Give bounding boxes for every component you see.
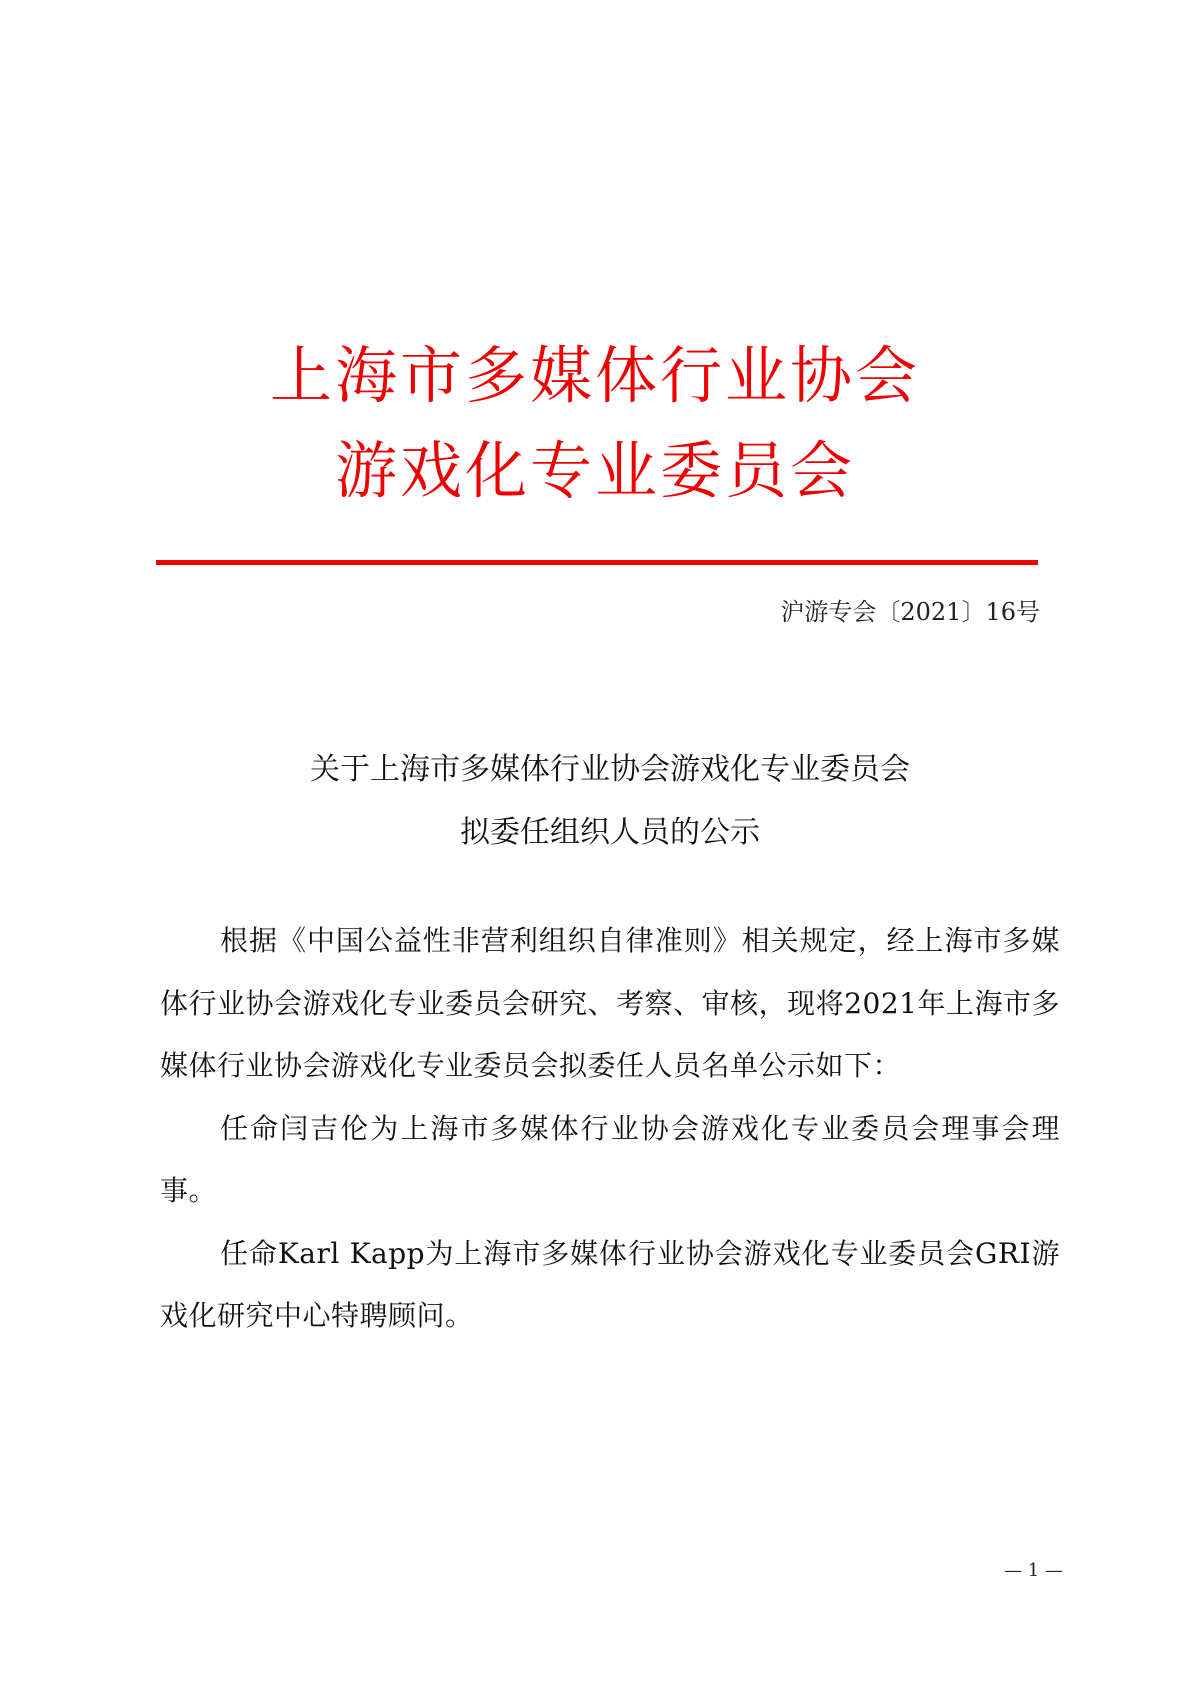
org-title-line1: 上海市多媒体行业协会	[269, 339, 920, 412]
red-divider-rule	[156, 560, 1038, 565]
body-paragraph-appointment-2: 任命Karl Kapp为上海市多媒体行业协会游戏化专业委员会GRI游戏化研究中心特聘顾问。	[160, 1236, 1060, 1332]
page-number: — 1 —	[1004, 1560, 1063, 1581]
document-number: 沪游专会〔2021〕16号	[780, 598, 1040, 626]
notice-title-line1: 关于上海市多媒体行业协会游戏化专业委员会	[310, 752, 910, 787]
body-paragraph-appointment-1: 任命闫吉伦为上海市多媒体行业协会游戏化专业委员会理事会理事。	[160, 1111, 1060, 1207]
notice-title-line2: 拟委任组织人员的公示	[460, 815, 760, 850]
body-paragraph-basis: 根据《中国公益性非营利组织自律准则》相关规定，经上海市多媒体行业协会游戏化专业委员会研究、考察、审核，现将2021年上海市多媒体行业协会游戏化专业委员会拟委任人员名单公示如下：	[160, 924, 1060, 1082]
notice-body	[160, 910, 1060, 1348]
org-title-line2: 游戏化专业委员会	[334, 434, 855, 507]
